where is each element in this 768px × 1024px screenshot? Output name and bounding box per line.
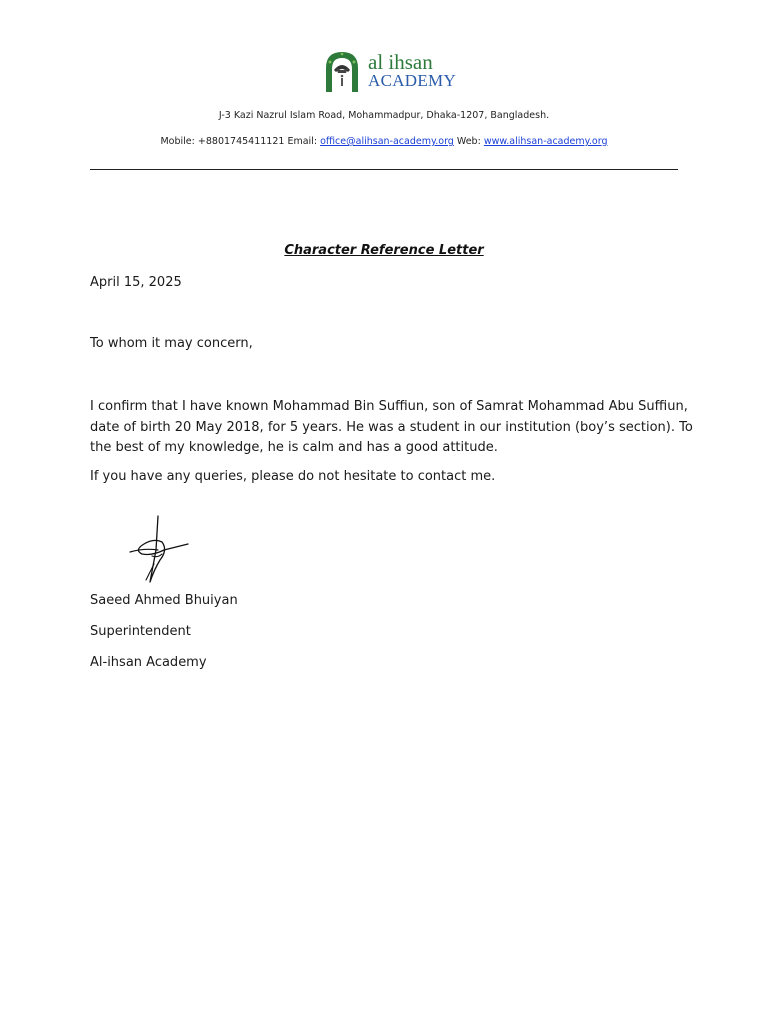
- letterhead-divider: [90, 169, 678, 170]
- body-line: date of birth 20 May 2018, for 5 years. He was a student in our institution (boy’s section). To: [90, 419, 693, 435]
- signatory-organization: Al-ihsan Academy: [90, 655, 207, 670]
- letterhead-address: J-3 Kazi Nazrul Islam Road, Mohammadpur, Dhaka-1207, Bangladesh.: [218, 110, 550, 121]
- academy-logo: [322, 48, 457, 94]
- body-line: I confirm that I have known Mohammad Bin Suffiun, son of Samrat Mohammad Abu Suffiun,: [90, 399, 688, 414]
- web-link[interactable]: www.alihsan-academy.org: [483, 136, 608, 147]
- letter-date: April 15, 2025: [90, 275, 182, 290]
- mobile-label: Mobile:: [160, 136, 195, 147]
- letter-body-paragraph: [90, 397, 693, 459]
- logo-wordmark-bottom: ACADEMY: [368, 71, 457, 90]
- letter-closing-paragraph: If you have any queries, please do not hesitate to contact me.: [90, 469, 496, 484]
- signatory-title: Superintendent: [90, 624, 191, 639]
- logo-wordmark-top: al ihsan: [368, 50, 433, 74]
- signatory-name: Saeed Ahmed Bhuiyan: [90, 593, 238, 608]
- email-link[interactable]: office@alihsan-academy.org: [320, 136, 454, 147]
- letterhead-contact: [0, 136, 768, 147]
- email-label: Email:: [287, 136, 318, 147]
- letter-title: Character Reference Letter: [284, 243, 484, 258]
- web-label: Web:: [456, 136, 481, 147]
- handwritten-signature: [124, 510, 194, 588]
- body-line: the best of my knowledge, he is calm and has a good attitude.: [90, 440, 498, 455]
- letter-salutation: To whom it may concern,: [90, 336, 253, 351]
- mosque-arch-icon: [322, 48, 362, 94]
- mobile-number: +8801745411121: [197, 136, 285, 147]
